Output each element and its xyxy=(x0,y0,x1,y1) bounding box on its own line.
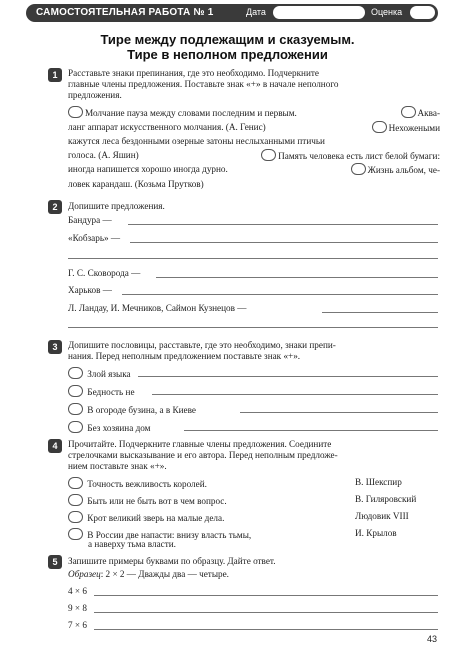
quote-text: Крот великий зверь на малые дела. xyxy=(87,513,225,523)
answer-line[interactable] xyxy=(184,430,438,431)
answer-line[interactable] xyxy=(68,258,438,259)
task3-instruction-line: нания. Перед неполным предложением поставьте знак «+». xyxy=(68,351,301,362)
answer-line[interactable] xyxy=(94,629,438,630)
plus-checkbox[interactable] xyxy=(261,149,276,161)
task-number-2: 2 xyxy=(48,200,62,214)
task4-instruction xyxy=(68,439,440,473)
grade-field[interactable] xyxy=(410,6,435,19)
plus-checkbox[interactable] xyxy=(401,106,416,118)
task-number-1: 1 xyxy=(48,68,62,82)
task3-item xyxy=(68,385,135,398)
plus-checkbox[interactable] xyxy=(68,477,83,489)
task1-sentence: Жизнь альбом, че- xyxy=(367,165,440,175)
answer-line[interactable] xyxy=(122,294,438,295)
task1-instruction-line: главные члены предложения. Поставьте знак «+» в начале неполного xyxy=(68,79,339,90)
plus-checkbox[interactable] xyxy=(68,403,83,415)
grade-label: Оценка xyxy=(371,7,403,17)
author-item[interactable]: Людовик VIII xyxy=(355,511,409,521)
quote-text: В России две напасти: внизу власть тьмы, xyxy=(87,530,252,540)
plus-checkbox[interactable] xyxy=(351,163,366,175)
proverb-start: Без хозяина дом xyxy=(87,423,151,433)
quote-item xyxy=(68,494,227,507)
task1-instruction xyxy=(68,68,440,102)
plus-checkbox[interactable] xyxy=(372,121,387,133)
task4-instruction-line: Прочитайте. Подчеркните главные члены предложения. Соедините xyxy=(68,439,332,449)
task1-text xyxy=(68,106,440,191)
task1-sentence: иногда напишется хорошо иногда дурно. xyxy=(68,164,228,174)
task1-sentence: кажутся леса бездонными озерные затоны неслыханными птичьи xyxy=(68,136,325,146)
task1-sentence: голоса. (А. Яшин) xyxy=(68,149,139,160)
answer-line[interactable] xyxy=(240,412,438,413)
sample-text: : 2 × 2 — Дважды два — четыре. xyxy=(100,569,229,579)
task3-item xyxy=(68,403,196,416)
sample-label: Образец xyxy=(68,569,101,579)
plus-checkbox[interactable] xyxy=(68,106,83,118)
answer-line[interactable] xyxy=(130,242,438,243)
task4-instruction-line: нием поставьте знак «+». xyxy=(68,461,167,472)
task2-item-label: Л. Ландау, И. Мечников, Саймон Кузнецов — xyxy=(68,303,247,313)
quote-text-continued: а наверху тьма власти. xyxy=(88,539,176,549)
quote-text: Быть или не быть вот в чем вопрос. xyxy=(87,496,227,506)
plus-checkbox[interactable] xyxy=(68,494,83,506)
task2-item-label: Г. С. Сковорода — xyxy=(68,268,141,278)
page-title-line-1: Тире между подлежащим и сказуемым. xyxy=(100,32,355,47)
task1-instruction-line: предложения. xyxy=(68,90,122,101)
plus-checkbox[interactable] xyxy=(68,367,83,379)
task4-instruction-line: стрелочками высказывание и его автора. Перед неполным предложе- xyxy=(68,450,338,461)
task5-item-label: 9 × 8 xyxy=(68,603,87,613)
task1-sentence: Нехожеными xyxy=(388,122,440,133)
task1-sentence: Аква- xyxy=(417,108,440,118)
task3-item xyxy=(68,367,131,380)
author-item[interactable]: И. Крылов xyxy=(355,528,397,538)
task2-item-label: Харьков — xyxy=(68,285,112,295)
proverb-start: Злой языка xyxy=(87,369,131,379)
plus-checkbox[interactable] xyxy=(68,421,83,433)
quote-item xyxy=(68,511,224,524)
task3-item xyxy=(68,421,151,434)
page-title-line-2: Тире в неполном предложении xyxy=(127,47,328,62)
answer-line[interactable] xyxy=(128,224,438,225)
task1-sentence: Молчание пауза между словами последним и первым. xyxy=(85,108,297,118)
header-title: САМОСТОЯТЕЛЬНАЯ РАБОТА № 1 xyxy=(36,7,214,18)
proverb-start: Бедность не xyxy=(87,387,135,397)
answer-line[interactable] xyxy=(68,327,438,328)
task5-item-label: 4 × 6 xyxy=(68,586,87,596)
date-field[interactable] xyxy=(273,6,365,19)
task3-instruction xyxy=(68,340,440,362)
plus-checkbox[interactable] xyxy=(68,385,83,397)
worksheet-header xyxy=(26,4,438,22)
answer-line[interactable] xyxy=(138,376,438,377)
task1-sentence: ланг аппарат искусственного молчания. (А. Генис) xyxy=(68,121,266,132)
author-item[interactable]: В. Гиляровский xyxy=(355,494,417,504)
task2-instruction: Допишите предложения. xyxy=(68,201,165,211)
task-number-5: 5 xyxy=(48,555,62,569)
task1-sentence: ловек карандаш. (Козьма Прутков) xyxy=(68,178,204,189)
answer-line[interactable] xyxy=(322,312,438,313)
quote-item xyxy=(68,477,207,490)
answer-line[interactable] xyxy=(94,595,438,596)
author-item[interactable]: В. Шекспир xyxy=(355,477,402,487)
task1-instruction-line: Расставьте знаки препинания, где это необходимо. Подчеркните xyxy=(68,68,319,78)
plus-checkbox[interactable] xyxy=(68,511,83,523)
task-number-3: 3 xyxy=(48,340,62,354)
date-label: Дата xyxy=(246,7,266,17)
plus-checkbox[interactable] xyxy=(68,528,83,540)
task3-instruction-line: Допишите пословицы, расставьте, где это необходимо, знаки препи- xyxy=(68,340,336,350)
task2-item-label: «Кобзарь» — xyxy=(68,233,121,243)
task5-instruction: Запишите примеры буквами по образцу. Дайте ответ. xyxy=(68,556,276,566)
task5-sample xyxy=(68,569,229,580)
answer-line[interactable] xyxy=(156,277,438,278)
task2-item-label: Бандура — xyxy=(68,215,112,225)
answer-line[interactable] xyxy=(152,394,438,395)
task1-sentence: Память человека есть лист белой бумаги: xyxy=(278,150,440,161)
quote-text: Точность вежливость королей. xyxy=(87,479,207,489)
task-number-4: 4 xyxy=(48,439,62,453)
task5-item-label: 7 × 6 xyxy=(68,620,87,630)
page-number: 43 xyxy=(426,634,437,644)
proverb-start: В огороде бузина, а в Киеве xyxy=(87,405,196,415)
answer-line[interactable] xyxy=(94,612,438,613)
